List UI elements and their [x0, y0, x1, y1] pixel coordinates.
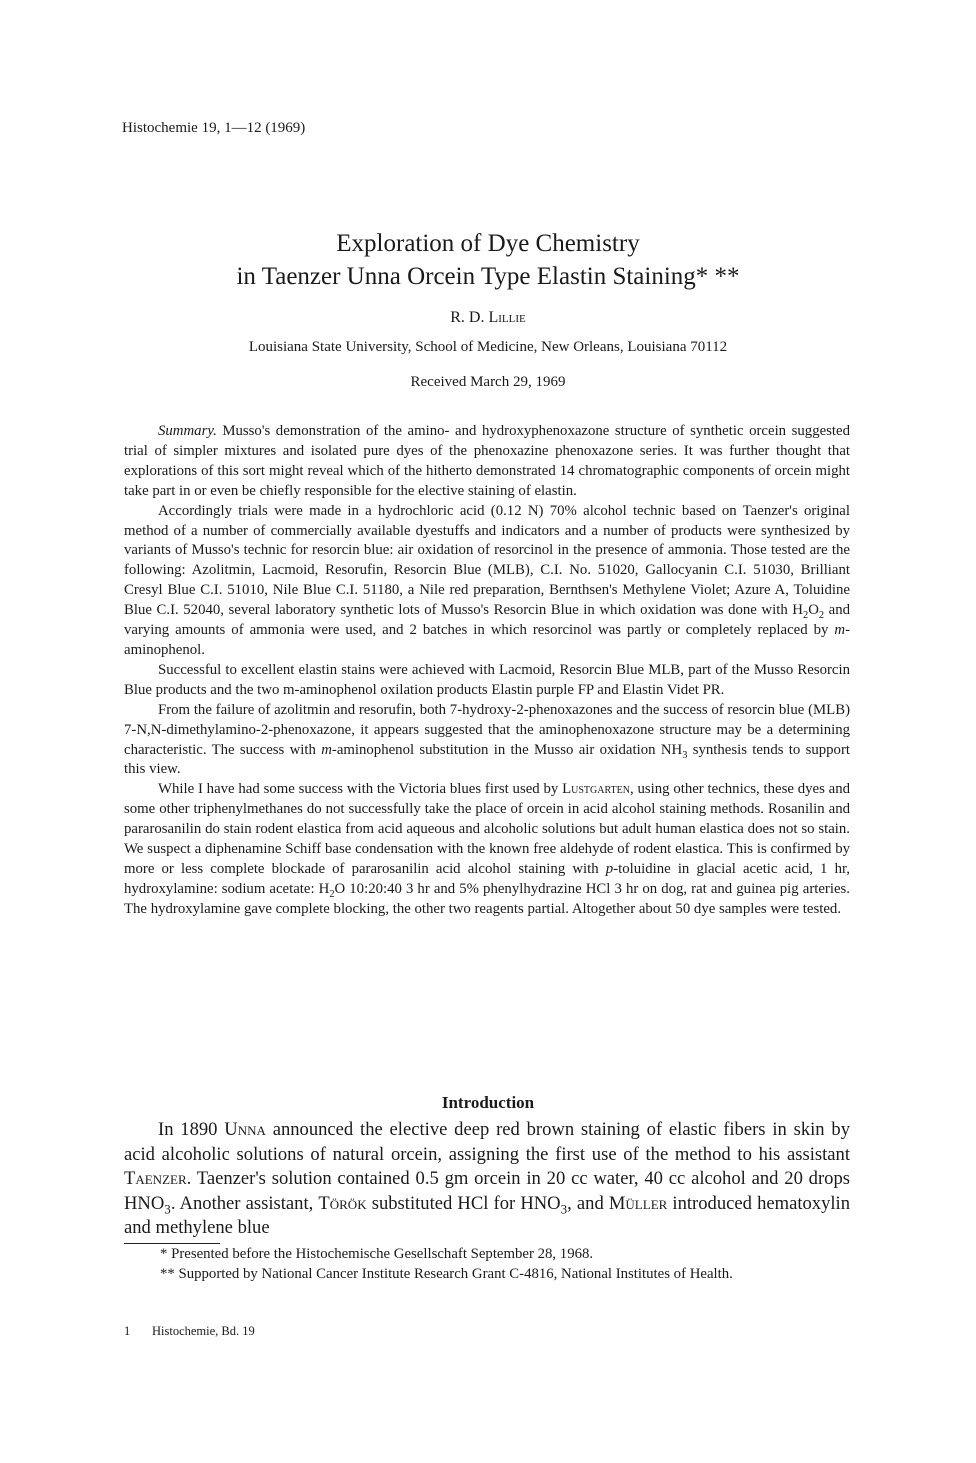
- journal-reference: Histochemie 19, 1—12 (1969): [122, 120, 306, 136]
- introduction-section: [124, 1118, 850, 1241]
- paper-title-line-1: Exploration of Dye Chemistry: [336, 230, 640, 257]
- footnotes: [124, 1245, 850, 1284]
- received-date: Received March 29, 1969: [410, 374, 566, 390]
- footer-journal-volume: Histochemie, Bd. 19: [152, 1324, 255, 1338]
- summary-label: Summary.: [158, 423, 217, 439]
- paper-title-line-2: in Taenzer Unna Orcein Type Elastin Staining* **: [236, 263, 740, 290]
- summary-paragraph-3: Successful to excellent elastin stains were achieved with Lacmoid, Resorcin Blue MLB, part of the Musso Resorcin Blue products and the two m-aminophenol oxilation products Elastin purple FP and Elastin Videt PR.: [124, 661, 850, 698]
- summary-paragraph-1: Summary. Musso's demonstration of the amino- and hydroxyphenoxazone structure of synthetic orcein suggested trial of simpler mixtures and isolated pure dyes of the phenoxazine phenoxazone series. It was further thought that explorations of this sort might reveal which of the hitherto demonstrated 14 chromatographic components of orcein might take part in or even be chiefly responsible for the elective staining of elastin.: [124, 423, 850, 499]
- author-name: R. D. Lillie: [450, 309, 526, 326]
- introduction-heading: Introduction: [441, 1093, 535, 1112]
- summary-section: [124, 422, 850, 920]
- page-footer: [124, 1324, 255, 1339]
- introduction-paragraph: In 1890 Unna announced the elective deep red brown staining of elastic fibers in skin by acid alcoholic solutions of natural orcein, assigning the first use of the method to his assistant Taenzer. Taenzer's solution contained 0.5 gm orcein in 20 cc water, 40 cc alcohol and 20 drops $HNO_3$. Another assistant, Török substituted HCl for $HNO_3$, and Müller introduced hematoxylin and methylene blue: [124, 1119, 851, 1239]
- footnote-2: ** Supported by National Cancer Institute Research Grant C-4816, National Institutes of Health.: [160, 1265, 733, 1282]
- summary-paragraph-5: While I have had some success with the Victoria blues first used by Lustgarten, using other technics, these dyes and some other triphenylmethanes do not successfully take the place of orcein in acid alcohol staining methods. Rosanilin and pararosanilin do stain rodent elastica from acid aqueous and alcoholic solutions but adult human elastica does not so stain. We suspect a diphenamine Schiff base condensation with the known free aldehyde of rodent elastica. This is confirmed by more or less complete blockade of pararosanilin acid alcohol staining with p-toluidine in glacial acetic acid, 1 hr, hydroxylamine: sodium acetate: $H_2O$ 10:20:40 3 hr and 5% phenylhydrazine HCl 3 hr on dog, rat and guinea pig arteries. The hydroxylamine gave complete blocking, the other two reagents partial. Altogether about 50 dye samples were tested.: [124, 781, 851, 917]
- page-number: 1: [124, 1324, 131, 1338]
- footnote-divider: [124, 1243, 220, 1244]
- summary-paragraph-4: From the failure of azolitmin and resorufin, both 7-hydroxy-2-phenoxazones and the success of resorcin blue (MLB) 7-N,N-dimethylamino-2-phenoxazone, it appears suggested that the aminophenoxazone structure may be a determining characteristic. The success with m-aminophenol substitution in the Musso air oxidation $NH_3$ synthesis tends to support this view.: [124, 701, 850, 778]
- author-affiliation: Louisiana State University, School of Medicine, New Orleans, Louisiana 70112: [248, 339, 728, 355]
- footnote-1: * Presented before the Histochemische Gesellschaft September 28, 1968.: [160, 1246, 594, 1262]
- summary-paragraph-2: Accordingly trials were made in a hydrochloric acid (0.12 N) 70% alcohol technic based on Taenzer's original method of a number of commercially available dyestuffs and indicators and a number of products were synthesized by variants of Musso's technic for resorcin blue: air oxidation of resorcinol in the presence of ammonia. Those tested are the following: Azolitmin, Lacmoid, Resorufin, Resorcin Blue (MLB), C.I. No. 51020, Gallocyanin C.I. 51030, Brilliant Cresyl Blue C.I. 51010, Nile Blue C.I. 51180, a Nile red preparation, Bernthsen's Methylene Violet; Azure A, Toluidine Blue C.I. 52040, several laboratory synthetic lots of Musso's Resorcin Blue in which oxidation was done with $H_2O_2$ and varying amounts of ammonia were used, and 2 batches in which resorcinol was partly or completely replaced by m-aminophenol.: [124, 502, 850, 658]
